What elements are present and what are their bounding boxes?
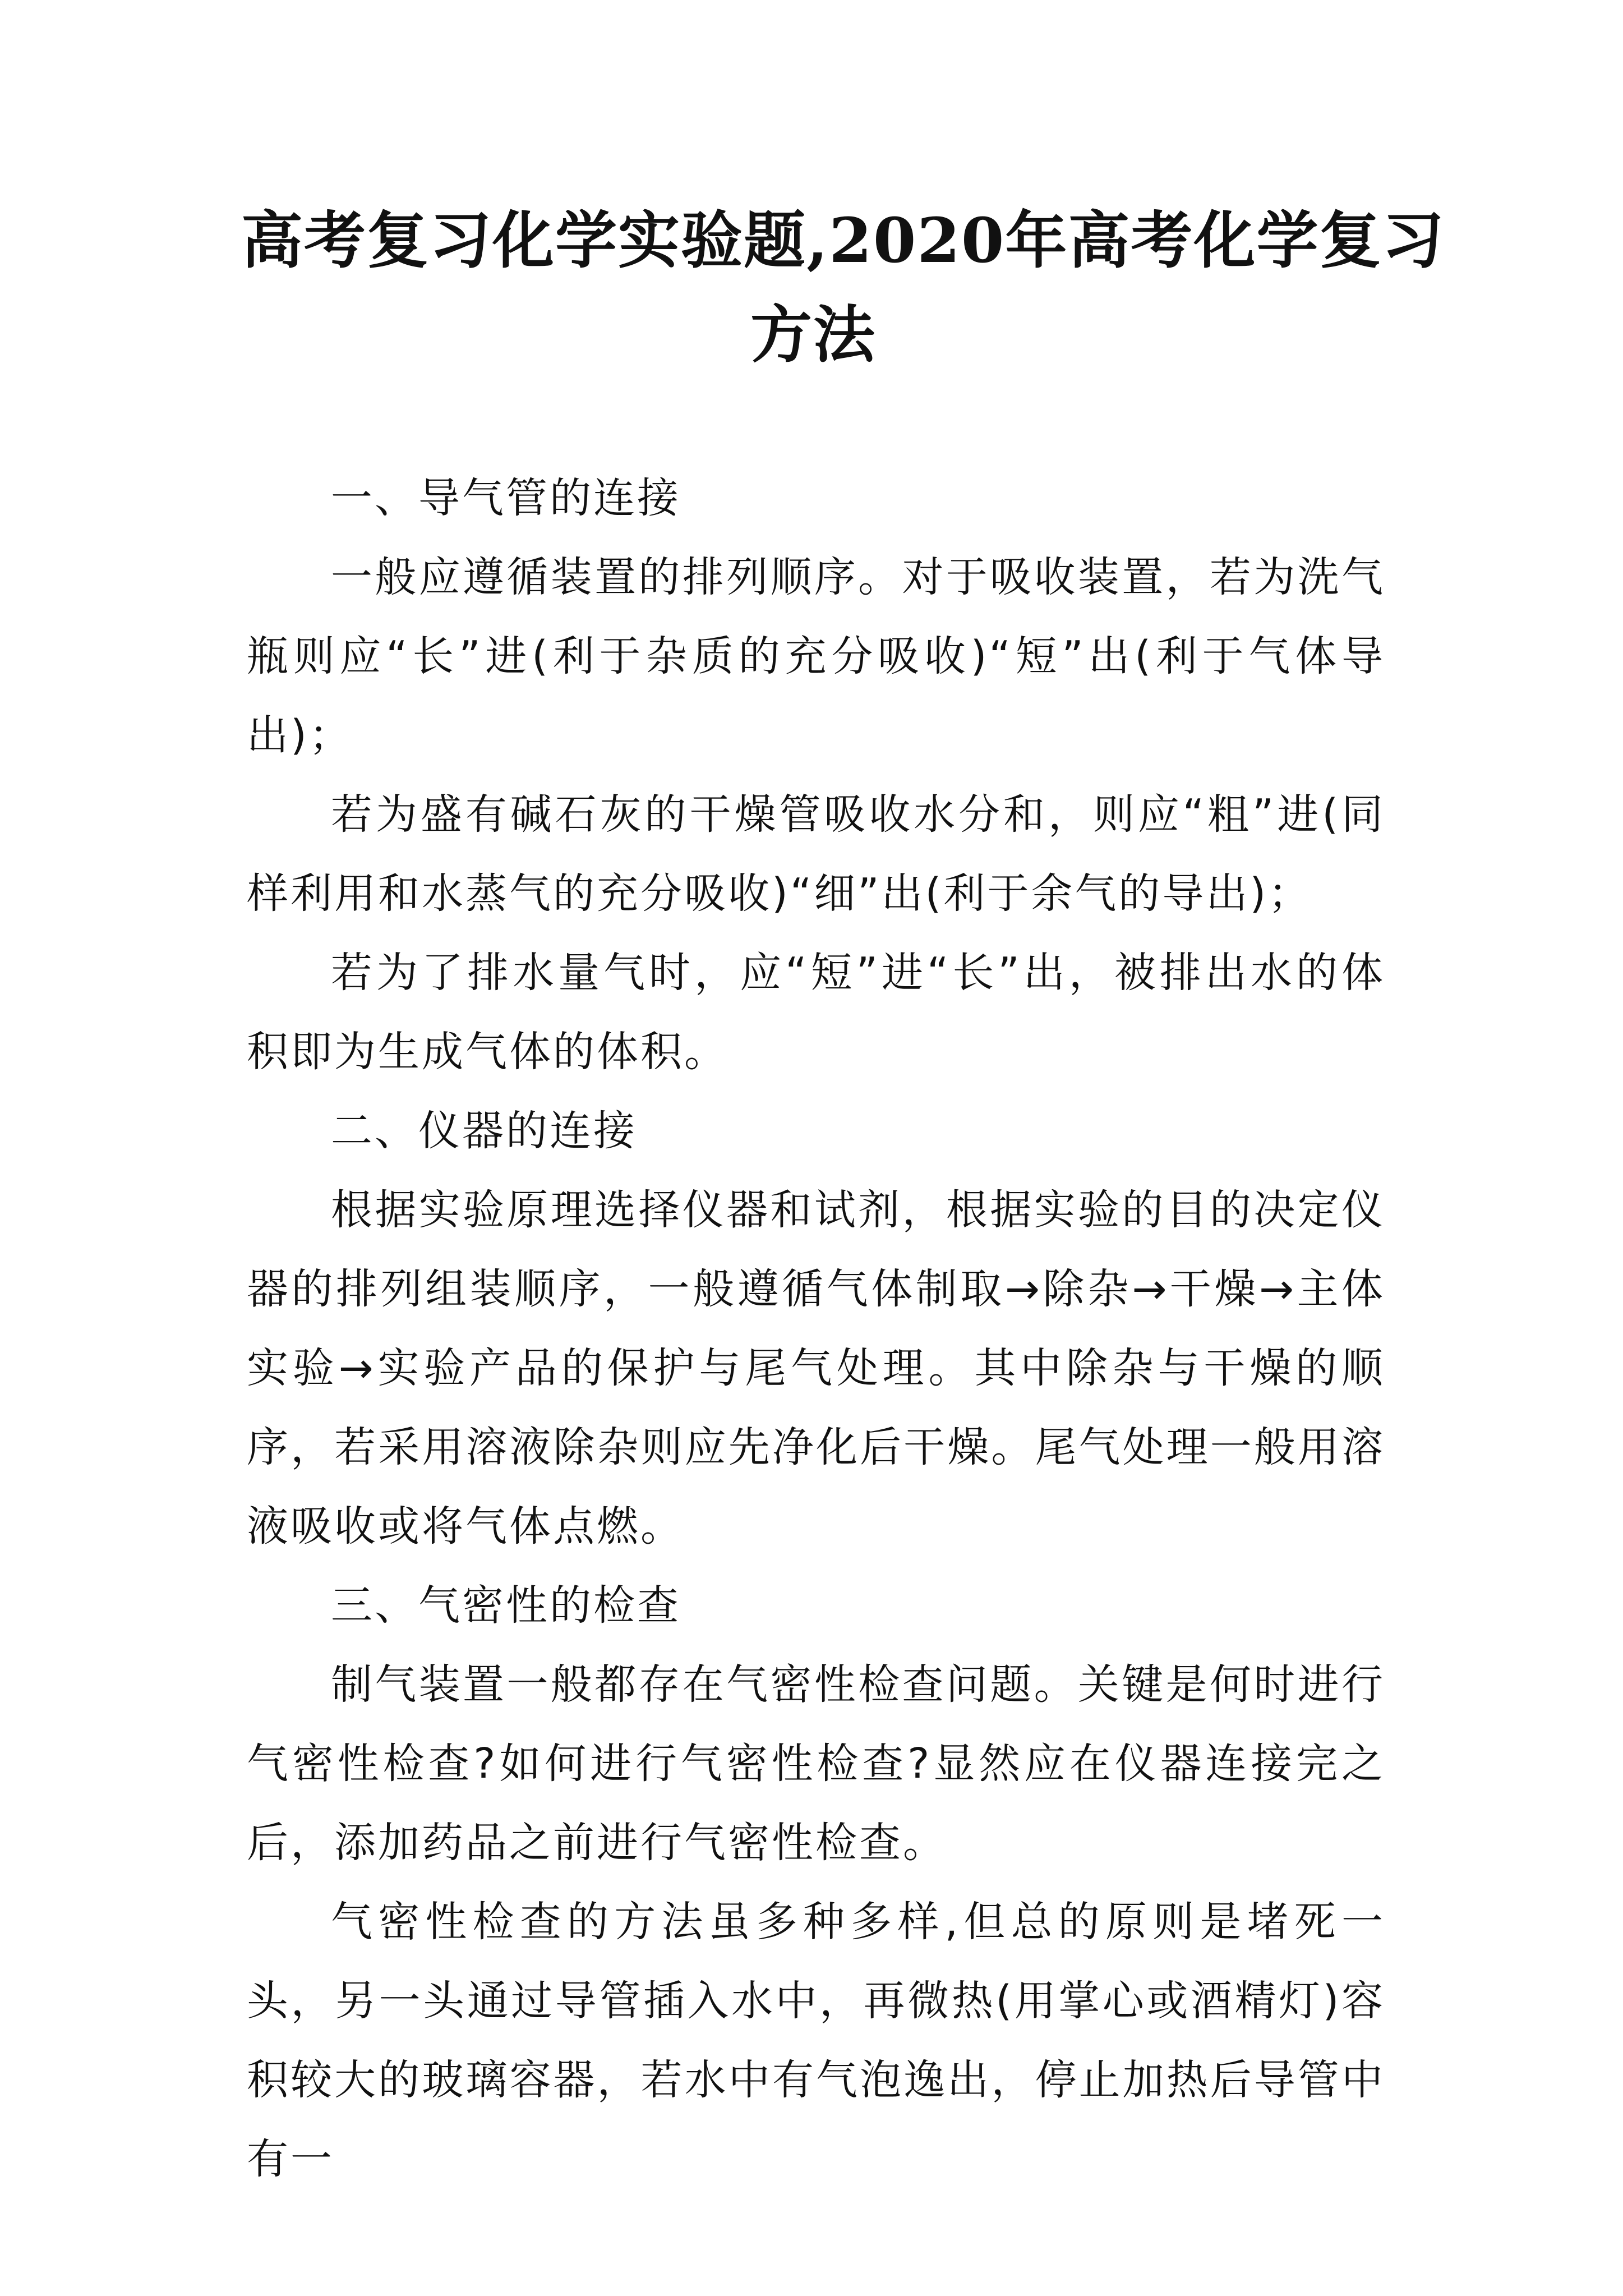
title-line-1: 高考复习化学实验题,2020年高考化学复习 — [241, 204, 1445, 277]
paragraph: 一般应遵循装置的排列顺序。对于吸收装置，若为洗气瓶则应“长”进(利于杂质的充分吸收)“短”出(利于气体导出)； — [247, 553, 1385, 760]
paragraph: 若为了排水量气时，应“短”进“长”出，被排出水的体积即为生成气体的体积。 — [247, 949, 1385, 1076]
section-heading-1: 一、导气管的连接 — [331, 474, 681, 522]
title-line-2: 方法 — [750, 298, 876, 371]
paragraph: 根据实验原理选择仪器和试剂，根据实验的目的决定仪器的排列组装顺序，一般遵循气体制取→除杂→干燥→主体实验→实验产品的保护与尾气处理。其中除杂与干燥的顺序，若采用溶液除杂则应先净化后干燥。尾气处理一般用溶液吸收或将气体点燃。 — [247, 1186, 1385, 1550]
paragraph: 气密性检查的方法虽多种多样,但总的原则是堵死一头，另一头通过导管插入水中，再微热(用掌心或酒精灯)容积较大的玻璃容器，若水中有气泡逸出，停止加热后导管中有一 — [247, 1898, 1385, 2183]
section-heading-2: 二、仪器的连接 — [331, 1107, 637, 1155]
page-title — [241, 194, 1445, 382]
section-heading-3: 三、气密性的检查 — [331, 1581, 681, 1630]
paragraph: 若为盛有碱石灰的干燥管吸收水分和，则应“粗”进(同样利用和水蒸气的充分吸收)“细”出(利于余气的导出)； — [247, 790, 1385, 918]
document-body — [247, 459, 1385, 2199]
paragraph: 制气装置一般都存在气密性检查问题。关键是何时进行气密性检查?如何进行气密性检查?显然应在仪器连接完之后，添加药品之前进行气密性检查。 — [247, 1660, 1385, 1867]
